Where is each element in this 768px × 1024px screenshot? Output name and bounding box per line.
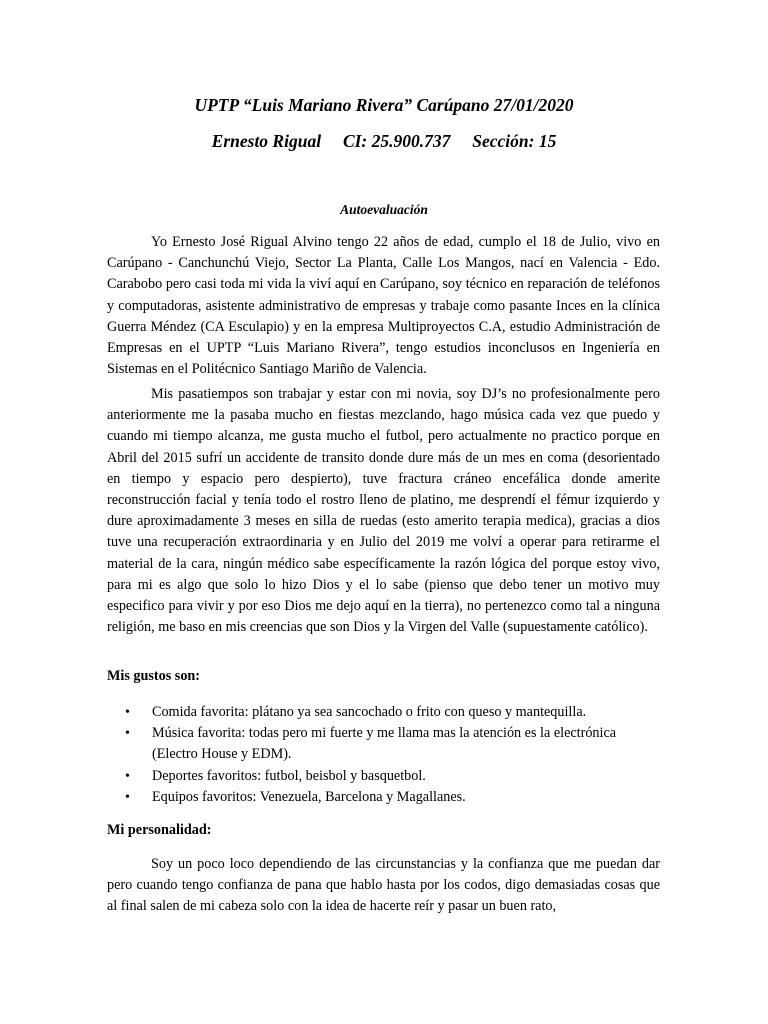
document-title: Autoevaluación [340,202,428,217]
list-item [107,766,660,787]
bullet-icon: • [125,768,130,784]
section-heading-gustos: Mis gustos son: [107,668,201,684]
header-line-institution: UPTP “Luis Mariano Rivera” Carúpano 27/01/2020 [194,95,574,115]
list-item-text: Música favorita: todas pero mi fuerte y me llama mas la atención es la electrónica (Electro House y EDM). [152,725,617,763]
gustos-list [107,702,660,808]
list-item [107,702,660,723]
bullet-icon: • [125,726,130,742]
paragraph-hobbies: Mis pasatiempos son trabajar y estar con mi novia, soy DJ’s no profesionalmente pero anteriormente me la pasaba mucho en fiestas mezclando, hago música cada vez que puedo y cuando mi tiempo alcanza, me gusta mucho el futbol, pero actualmente no practico porque en Abril del 2015 sufrí un accidente de transito donde dure más de un mes en coma (desorientado en tiempo y espacio pero despierto), tuve fractura cráneo encefálica donde amerite reconstrucción facial y tenía todo el rostro lleno de platino, me desprendí el fémur izquierdo y dure aproximadamente 3 meses en silla de ruedas (esto amerito terapia medica), gracias a dios tuve una recuperación extraordinaria y en Julio del 2019 me volví a operar para retirarme el material de la cara, ningún médico sabe específicamente la razón lógica del porque estoy vivo, para mi es algo que solo lo hizo Dios y el lo sabe (pienso que debo tener un motivo muy especifico para vivir y por eso Dios me dejo aquí en la tierra), no pertenezco como tal a ninguna religión, me baso en mis creencias que son Dios y la Virgen del Valle (supuestamente católico). [107,386,660,636]
list-item [107,787,660,808]
bullet-icon: • [125,705,130,720]
list-item-text: Deportes favoritos: futbol, beisbol y basquetbol. [152,767,426,784]
list-item-text: Equipos favoritos: Venezuela, Barcelona y Magallanes. [152,788,466,805]
section-heading-personalidad: Mi personalidad: [107,822,212,838]
list-item [107,723,660,765]
list-item-text: Comida favorita: plátano ya sea sancochado o frito con queso y mantequilla. [152,704,587,720]
paragraph-personality: Soy un poco loco dependiendo de las circunstancias y la confianza que me puedan dar pero cuando tengo confianza de pana que hablo hasta por los codos, digo demasiadas cosas que al final salen de mi cabeza solo con la idea de hacerte reír y pasar un buen rato, [107,856,660,915]
bullet-icon: • [125,789,130,805]
header-line-student: Ernesto Rigual CI: 25.900.737 Sección: 15 [211,131,557,151]
paragraph-intro: Yo Ernesto José Rigual Alvino tengo 22 años de edad, cumplo el 18 de Julio, vivo en Carúpano - Canchunchú Viejo, Sector La Planta, Calle Los Mangos, nací en Valencia - Edo. Carabobo pero casi toda mi vida la viví aquí en Carúpano, soy técnico en reparación de teléfonos y computadoras, asistente administrativo de empresas y trabaje como pasante Inces en la clínica Guerra Méndez (CA Esculapio) y en la empresa Multiproyectos C.A, estudio Administración de Empresas en el UPTP “Luis Mariano Rivera”, tengo estudios inconclusos en Ingeniería en Sistemas en el Politécnico Santiago Mariño de Valencia. [107,234,660,378]
